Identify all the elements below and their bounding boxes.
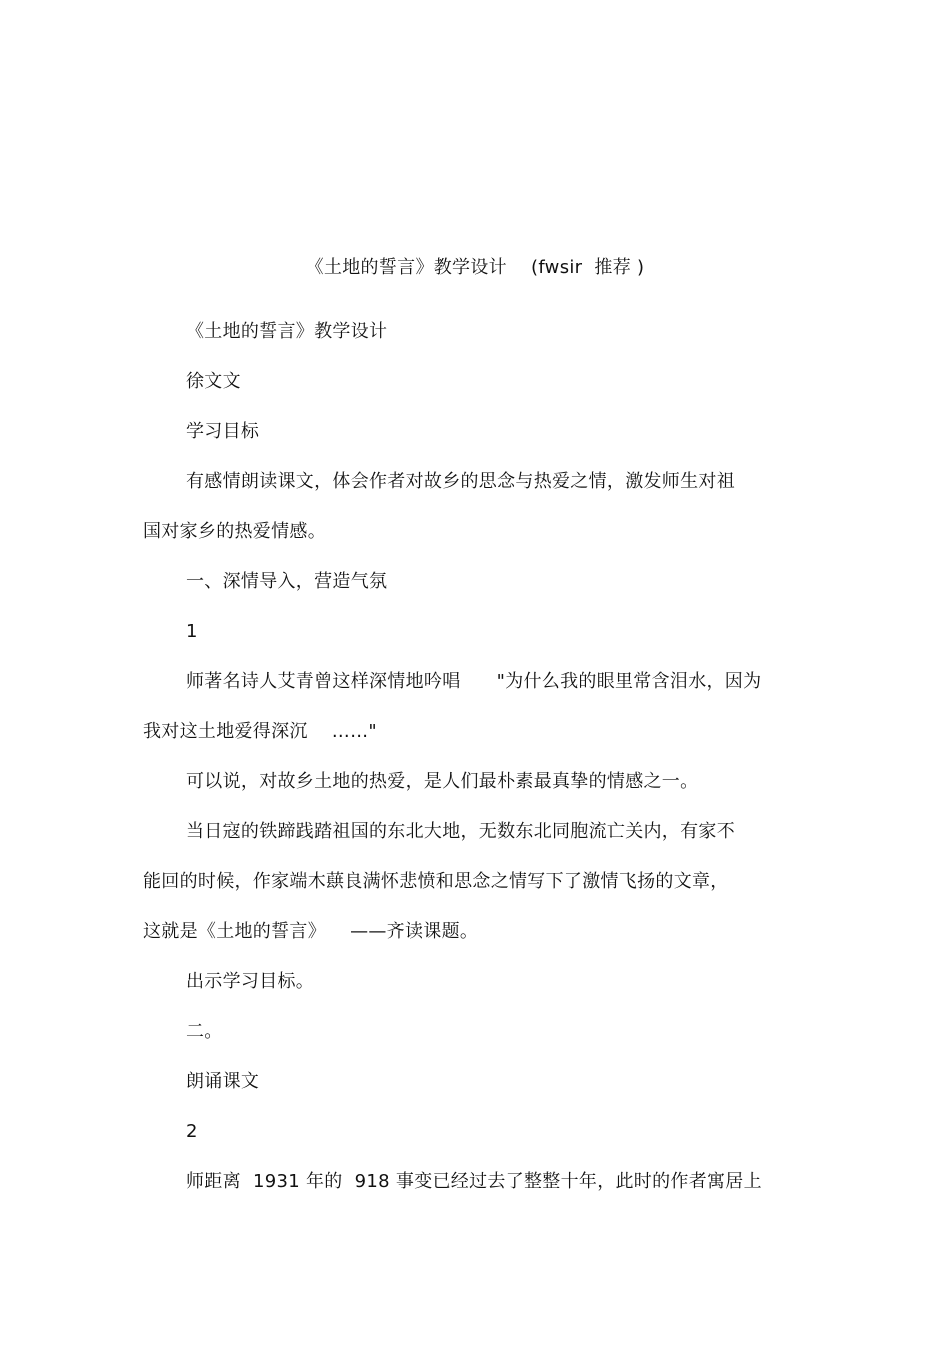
paragraph-line: 可以说，对故乡土地的热爱，是人们最朴素最真挚的情感之一。 [186, 771, 699, 792]
paragraph-line: 我对这土地爱得深沉 ……" [143, 721, 377, 742]
section-heading: 二。 [186, 1021, 223, 1042]
paragraph-line: 有感情朗读课文，体会作者对故乡的思念与热爱之情，激发师生对祖 [186, 471, 735, 492]
paragraph-line: 当日寇的铁蹄践踏祖国的东北大地，无数东北同胞流亡关内，有家不 [186, 821, 735, 842]
section-heading: 朗诵课文 [186, 1071, 260, 1092]
step-number: 2 [186, 1121, 198, 1142]
section-heading: 一、深情导入，营造气氛 [186, 571, 388, 592]
paragraph-line: 能回的时候，作家端木蕻良满怀悲愤和思念之情写下了激情飞扬的文章， [143, 871, 729, 892]
section-heading: 学习目标 [186, 421, 260, 442]
section-heading: 《土地的誓言》教学设计 [186, 321, 388, 342]
paragraph-line: 出示学习目标。 [186, 971, 315, 992]
author-name: 徐文文 [186, 371, 241, 392]
step-number: 1 [186, 621, 198, 642]
paragraph-line: 师距离 1931 年的 918 事变已经过去了整整十年，此时的作者寓居上 [186, 1171, 762, 1192]
paragraph-line: 这就是《土地的誓言》 ——齐读课题。 [143, 921, 479, 942]
paragraph-line: 国对家乡的热爱情感。 [143, 521, 326, 542]
document-title: 《土地的誓言》教学设计 (fwsir 推荐 ) [305, 257, 645, 278]
paragraph-line: 师著名诗人艾青曾这样深情地吟唱 "为什么我的眼里常含泪水，因为 [186, 671, 762, 692]
